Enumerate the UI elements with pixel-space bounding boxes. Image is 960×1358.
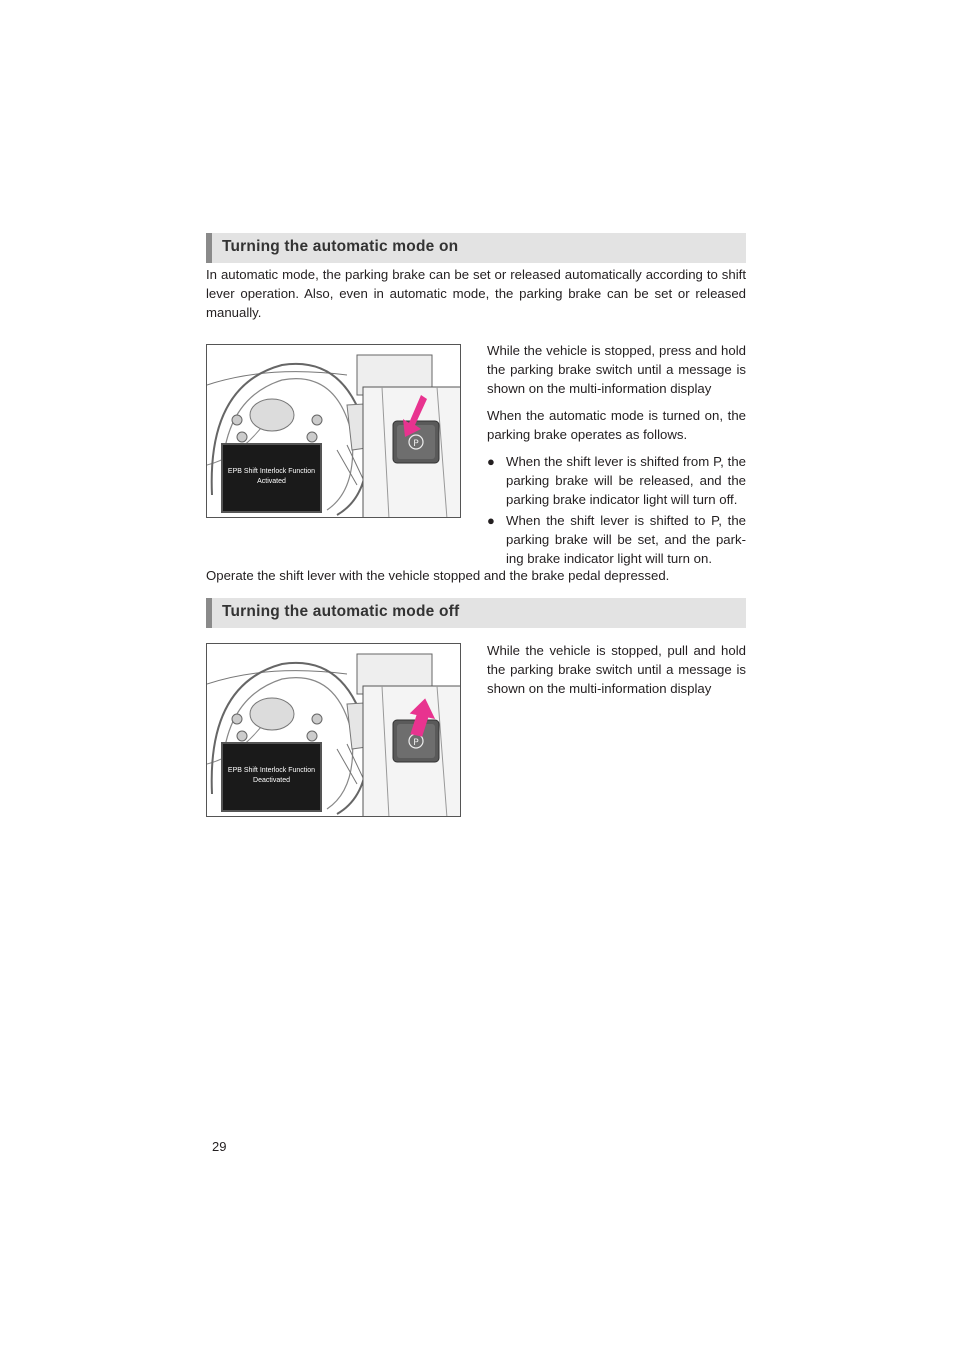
switch-p-label: P: [413, 439, 419, 449]
display-line2: Deactivated: [253, 777, 290, 784]
illustration-press-switch: [206, 344, 461, 518]
bullet-text: When the shift lever is shifted from P, the parking brake will be released, and the parking brake indicator light will turn off.: [506, 454, 746, 507]
switch-p-label: P: [413, 738, 419, 748]
display-line1: EPB Shift Interlock Function: [227, 767, 316, 774]
display-line2: Activated: [257, 478, 286, 485]
section-header-automatic-off: [206, 598, 746, 628]
list-item: [487, 452, 746, 509]
when-on-text: When the automatic mode is turned on, the parking brake operates as follows.: [487, 408, 746, 442]
operate-note: Operate the shift lever with the vehicle stopped and the brake pedal depressed.: [206, 568, 670, 583]
bullet-icon: ●: [487, 454, 495, 469]
instructions-automatic-off: [487, 641, 746, 706]
step-text: While the vehicle is stopped, pull and hold the parking brake switch until a message is shown on the multi-information display: [487, 643, 746, 696]
list-item: [487, 511, 746, 568]
instructions-automatic-on: [487, 341, 746, 570]
display-line1: EPB Shift Interlock Function: [227, 468, 316, 475]
step-text: While the vehicle is stopped, press and hold the parking brake switch until a message is shown on the multi-information display: [487, 343, 746, 396]
bullet-icon: ●: [487, 513, 495, 528]
intro-paragraph: In automatic mode, the parking brake can be set or released automatically according to shift lever operation. Also, even in automatic mode, the parking brake can be set or released manually.: [206, 267, 746, 320]
section-heading: Turning the automatic mode on: [222, 238, 459, 255]
section-heading: Turning the automatic mode off: [222, 603, 460, 620]
multi-info-display: [221, 742, 322, 812]
multi-info-display: [221, 443, 322, 513]
bullet-text: When the shift lever is shifted to P, the parking brake will be set, and the park-ing brake indicator light will turn on.: [506, 513, 746, 566]
illustration-pull-switch: [206, 643, 461, 817]
page-number: 29: [212, 1139, 227, 1154]
section-header-automatic-on: [206, 233, 746, 263]
